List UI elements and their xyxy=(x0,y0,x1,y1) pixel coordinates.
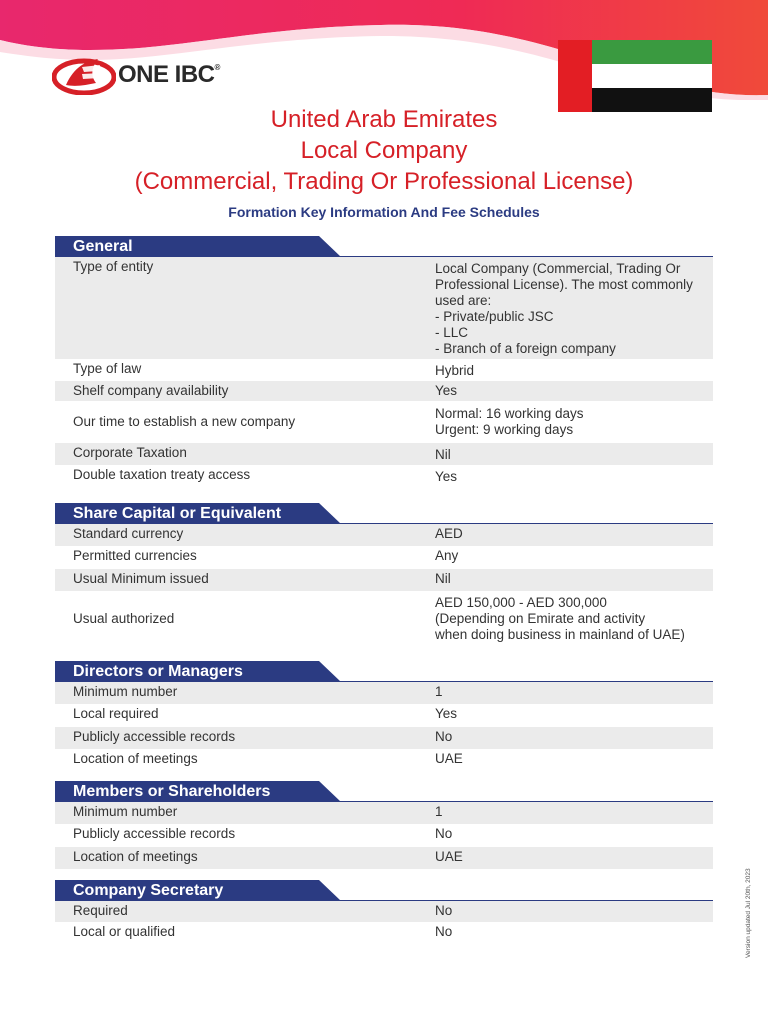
row-value: Yes xyxy=(435,706,458,721)
row-key: Location of meetings xyxy=(73,751,198,766)
row-key: Local or qualified xyxy=(73,924,176,939)
row-key: Permitted currencies xyxy=(73,548,197,563)
section-title: Members or Shareholders xyxy=(73,783,271,800)
row-key: Type of law xyxy=(73,361,142,376)
row-value: Nil xyxy=(435,571,451,586)
row-key: Corporate Taxation xyxy=(73,445,187,460)
section-title: General xyxy=(73,238,133,255)
table-row xyxy=(55,569,713,591)
section-header xyxy=(55,781,713,802)
section-header xyxy=(55,503,713,524)
row-key: Required xyxy=(73,903,128,918)
row-value: No xyxy=(435,903,453,918)
table-row xyxy=(55,922,713,945)
row-key: Usual authorized xyxy=(73,611,175,626)
row-key: Publicly accessible records xyxy=(73,729,236,744)
brand-name: ONE IBC® xyxy=(118,61,220,88)
title-line-2: Local Company xyxy=(300,137,468,164)
table-row xyxy=(55,443,713,465)
title-line-1: United Arab Emirates xyxy=(270,106,498,133)
row-value: No xyxy=(435,826,453,841)
table-row xyxy=(55,704,713,727)
row-value: AED 150,000 - AED 300,000 (Depending on Emirate and activity when doing business in mainland of UAE) xyxy=(435,595,685,642)
table-row xyxy=(55,359,713,381)
table-row xyxy=(55,465,713,487)
table-row xyxy=(55,901,713,922)
row-key: Minimum number xyxy=(73,684,178,699)
row-key: Double taxation treaty access xyxy=(73,467,251,482)
section-divider xyxy=(55,801,713,802)
section-header xyxy=(55,880,713,901)
table-row xyxy=(55,802,713,824)
row-value: Yes xyxy=(435,383,458,398)
row-value: No xyxy=(435,729,453,744)
row-value: UAE xyxy=(435,849,463,864)
table-row xyxy=(55,824,713,847)
row-key: Location of meetings xyxy=(73,849,198,864)
row-value: AED xyxy=(435,526,463,541)
section-divider xyxy=(55,900,713,901)
row-value: Local Company (Commercial, Trading Or Professional License). The most commonly used are: - Private/public JSC - LLC - Branch of a foreign company xyxy=(435,261,693,356)
section-divider xyxy=(55,256,713,257)
row-value: Nil xyxy=(435,447,451,462)
row-key: Our time to establish a new company xyxy=(73,414,296,429)
row-value: Yes xyxy=(435,469,458,484)
section-header xyxy=(55,236,713,257)
section-header xyxy=(55,661,713,682)
uae-flag-icon xyxy=(558,40,712,112)
section-members xyxy=(55,781,713,869)
section-title: Directors or Managers xyxy=(73,663,243,680)
row-value: 1 xyxy=(435,684,443,699)
row-key: Standard currency xyxy=(73,526,184,541)
version-note: Version updated Jul 20th, 2023 xyxy=(745,868,752,958)
table-row xyxy=(55,381,713,401)
table-row xyxy=(55,847,713,869)
section-directors xyxy=(55,661,713,771)
table-row xyxy=(55,257,713,359)
row-key: Local required xyxy=(73,706,159,721)
section-divider xyxy=(55,681,713,682)
section-secretary xyxy=(55,880,713,945)
row-value: Normal: 16 working days Urgent: 9 working days xyxy=(435,406,584,437)
section-share-capital xyxy=(55,503,713,647)
section-title: Share Capital or Equivalent xyxy=(73,505,282,522)
section-divider xyxy=(55,523,713,524)
row-key: Minimum number xyxy=(73,804,178,819)
table-row xyxy=(55,749,713,771)
row-key: Shelf company availability xyxy=(73,383,229,398)
table-row xyxy=(55,524,713,546)
table-row xyxy=(55,591,713,647)
page-title xyxy=(0,104,768,197)
table-row xyxy=(55,546,713,569)
row-value: 1 xyxy=(435,804,443,819)
ship-logo-icon xyxy=(52,55,116,95)
page-subtitle: Formation Key Information And Fee Schedules xyxy=(228,204,540,220)
row-key: Usual Minimum issued xyxy=(73,571,209,586)
section-title: Company Secretary xyxy=(73,882,224,899)
table-row xyxy=(55,682,713,704)
row-key: Publicly accessible records xyxy=(73,826,236,841)
row-value: No xyxy=(435,924,453,939)
row-value: Hybrid xyxy=(435,363,475,378)
row-key: Type of entity xyxy=(73,259,154,274)
table-row xyxy=(55,401,713,443)
row-value: Any xyxy=(435,548,459,563)
brand-logo[interactable] xyxy=(52,55,220,95)
section-general xyxy=(55,236,713,487)
table-row xyxy=(55,727,713,749)
row-value: UAE xyxy=(435,751,463,766)
title-line-3: (Commercial, Trading Or Professional License) xyxy=(134,168,634,195)
